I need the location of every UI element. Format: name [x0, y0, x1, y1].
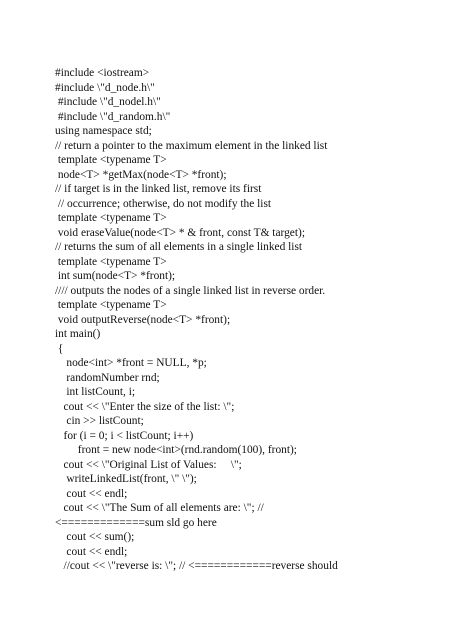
- code-line: template <typename T>: [55, 154, 167, 166]
- code-line: int listCount, i;: [55, 386, 136, 398]
- code-line: // if target is in the linked list, remove its first: [55, 183, 262, 195]
- code-line: //cout << \"reverse is: \"; // <============reverse should: [55, 560, 338, 572]
- code-line: #include \"d_node.h\": [55, 81, 155, 94]
- code-line: writeLinkedList(front, \" \");: [55, 473, 197, 485]
- code-line: cin >> listCount;: [55, 415, 144, 427]
- code-line: // return a pointer to the maximum element in the linked list: [55, 139, 328, 152]
- code-line: template <typename T>: [55, 212, 167, 224]
- code-line: node<int> *front = NULL, *p;: [55, 357, 207, 369]
- code-line: void outputReverse(node<T> *front);: [55, 313, 231, 326]
- code-line: // returns the sum of all elements in a single linked list: [55, 241, 303, 253]
- code-line: cout << sum();: [55, 531, 135, 543]
- code-line: cout << \"Enter the size of the list: \";: [55, 400, 235, 413]
- code-line: // occurrence; otherwise, do not modify the list: [55, 197, 272, 210]
- code-line: <=============sum sld go here: [55, 516, 217, 529]
- code-line: node<T> *getMax(node<T> *front);: [55, 168, 227, 181]
- code-line: cout << endl;: [55, 545, 128, 558]
- code-line: cout << endl;: [55, 487, 128, 500]
- code-line: #include \"d_nodel.h\": [55, 96, 161, 108]
- code-line: {: [55, 342, 64, 355]
- code-line: front = new node<int>(rnd.random(100), front);: [55, 444, 297, 456]
- code-line: int main(): [55, 328, 101, 340]
- code-line: #include \"d_random.h\": [55, 110, 171, 123]
- code-line: template <typename T>: [55, 255, 167, 268]
- code-line: cout << \"The Sum of all elements are: \"; //: [55, 502, 264, 514]
- code-line: int sum(node<T> *front);: [55, 270, 176, 282]
- code-line: for (i = 0; i < listCount; i++): [55, 429, 194, 442]
- code-line: randomNumber rnd;: [55, 371, 160, 384]
- code-line: //// outputs the nodes of a single linked list in reverse order.: [55, 284, 326, 297]
- code-line: using namespace std;: [55, 125, 152, 137]
- code-listing: [55, 66, 445, 574]
- code-line: template <typename T>: [55, 299, 167, 311]
- code-line: #include <iostream>: [55, 67, 150, 79]
- code-line: void eraseValue(node<T> * & front, const T& target);: [55, 226, 305, 239]
- code-line: cout << \"Original List of Values: \";: [55, 458, 242, 471]
